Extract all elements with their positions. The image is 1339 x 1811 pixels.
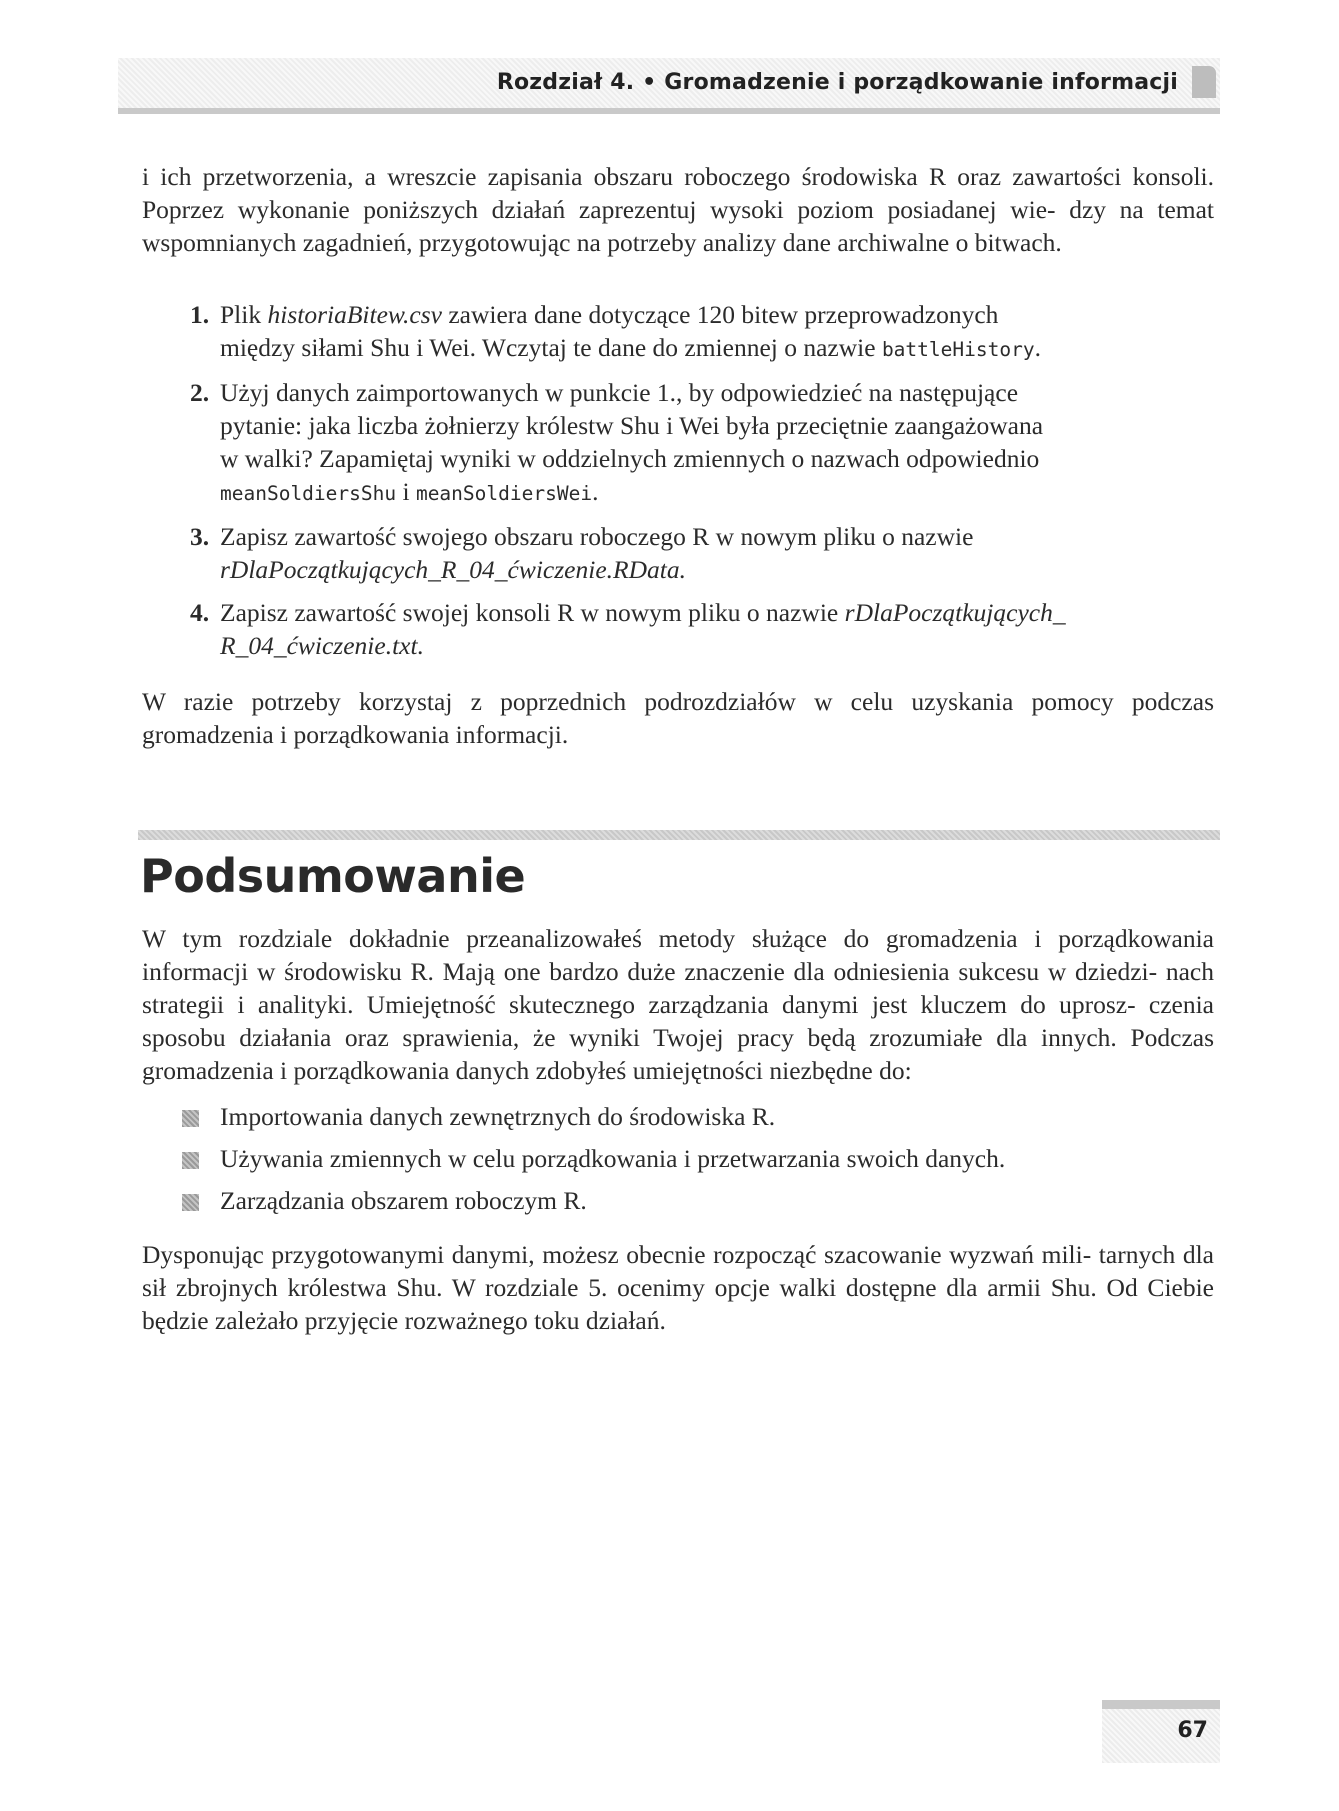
item-number: 1. bbox=[190, 300, 210, 329]
code-identifier: meanSoldiersShu bbox=[220, 482, 397, 505]
bullet-text: Importowania danych zewnętrznych do środowiska R. bbox=[220, 1102, 776, 1131]
item-line bbox=[220, 331, 1130, 366]
text-line: czenia sposobu działania oraz sprawienia, że wyniki Twojej pracy będą zrozumiałe dla innych. bbox=[142, 990, 1214, 1052]
text-fragment: . bbox=[1034, 333, 1041, 362]
square-bullet-icon bbox=[182, 1152, 199, 1169]
file-name: rDlaPoczątkujących_R_04_ćwiczenie.RData. bbox=[220, 555, 686, 584]
text-line: W razie potrzeby korzystaj z poprzednich podrozdziałów w celu uzyskania pomocy podczas bbox=[142, 687, 1214, 716]
file-name: rDlaPoczątkujących_ bbox=[844, 598, 1066, 627]
bullet-text: Używania zmiennych w celu porządkowania i przetwarzania swoich danych. bbox=[220, 1144, 1006, 1173]
text-fragment: między siłami Shu i Wei. Wczytaj te dane do zmiennej o nazwie bbox=[220, 333, 882, 362]
text-fragment: Plik bbox=[220, 300, 268, 329]
item-line bbox=[220, 298, 1130, 331]
page-tab-marker bbox=[1192, 66, 1216, 98]
square-bullet-icon bbox=[182, 1110, 199, 1127]
text-fragment: i bbox=[396, 477, 416, 506]
text-fragment: zawiera dane dotyczące 120 bitew przeprowadzonych bbox=[441, 300, 999, 329]
help-paragraph bbox=[142, 685, 1214, 751]
page-number: 67 bbox=[1177, 1718, 1208, 1743]
item-line: Użyj danych zaimportowanych w punkcie 1., by odpowiedzieć na następujące bbox=[220, 378, 1019, 407]
section-title: Podsumowanie bbox=[140, 849, 526, 903]
text-line: gromadzenia i porządkowania informacji. bbox=[142, 720, 569, 749]
item-line: w walki? Zapamiętaj wyniki w oddzielnych zmiennych o nazwach odpowiednio bbox=[220, 444, 1040, 473]
list-item bbox=[190, 596, 1130, 662]
code-identifier: meanSoldiersWei bbox=[415, 482, 593, 505]
file-name: R_04_ćwiczenie.txt. bbox=[220, 631, 424, 660]
list-item bbox=[190, 298, 1130, 366]
running-header bbox=[118, 58, 1220, 114]
text-line: konsoli. Poprzez wykonanie poniższych działań zaprezentuj wysoki poziom posiadanej wie- bbox=[142, 162, 1214, 224]
code-identifier: battleHistory bbox=[881, 338, 1035, 361]
summary-bullet-list bbox=[182, 1100, 1182, 1226]
text-line: informacji w środowisku R. Mają one bardzo duże znaczenie dla odniesienia sukcesu w dziedzi- bbox=[142, 957, 1158, 986]
running-header-title: Rozdział 4. • Gromadzenie i porządkowanie informacji bbox=[496, 70, 1178, 95]
item-line bbox=[220, 475, 1130, 510]
item-line: Zapisz zawartość swojego obszaru roboczego R w nowym pliku o nazwie bbox=[220, 522, 974, 551]
text-line: nach strategii i analityki. Umiejętność skutecznego zarządzania danymi jest kluczem do uprosz- bbox=[142, 957, 1214, 1019]
list-item bbox=[182, 1100, 1182, 1133]
section-divider bbox=[138, 830, 1220, 840]
list-item bbox=[190, 520, 1130, 586]
list-item bbox=[182, 1142, 1182, 1175]
intro-paragraph bbox=[142, 160, 1214, 259]
text-line: dzy na temat wspomnianych zagadnień, przygotowując na potrzeby analizy dane archiwalne bbox=[142, 195, 1215, 257]
item-line: pytanie: jaka liczba żołnierzy królestw Shu i Wei była przeciętnie zaangażowana bbox=[220, 411, 1044, 440]
text-line: Podczas gromadzenia i porządkowania danych zdobyłeś umiejętności niezbędne do: bbox=[142, 1023, 1214, 1085]
list-item bbox=[182, 1184, 1182, 1217]
item-number: 2. bbox=[190, 378, 210, 407]
text-fragment: . bbox=[592, 477, 599, 506]
item-number: 4. bbox=[190, 598, 210, 627]
file-name: historiaBitew.csv bbox=[267, 300, 442, 329]
text-line: tarnych dla sił zbrojnych królestwa Shu. W rozdziale 5. ocenimy opcje walki dostępne dla bbox=[142, 1240, 1214, 1302]
item-line bbox=[220, 596, 1130, 629]
bullet-text: Zarządzania obszarem roboczym R. bbox=[220, 1186, 587, 1215]
summary-paragraph bbox=[142, 922, 1214, 1087]
list-item bbox=[190, 376, 1130, 510]
page-number-box bbox=[1102, 1700, 1220, 1763]
text-line: Dysponując przygotowanymi danymi, możesz obecnie rozpocząć szacowanie wyzwań mili- bbox=[142, 1240, 1092, 1269]
text-line: o bitwach. bbox=[955, 228, 1062, 257]
square-bullet-icon bbox=[182, 1194, 199, 1211]
exercise-list bbox=[190, 298, 1130, 672]
text-fragment: Zapisz zawartość swojej konsoli R w nowym pliku o nazwie bbox=[220, 598, 845, 627]
closing-paragraph bbox=[142, 1238, 1214, 1337]
text-line: armii Shu. Od Ciebie będzie zależało przyjęcie rozważnego toku działań. bbox=[142, 1273, 1214, 1335]
item-number: 3. bbox=[190, 522, 210, 551]
text-line: i ich przetworzenia, a wreszcie zapisania obszaru roboczego środowiska R oraz zawartości bbox=[142, 162, 1122, 191]
text-line: W tym rozdziale dokładnie przeanalizowałeś metody służące do gromadzenia i porządkowania bbox=[142, 924, 1214, 953]
